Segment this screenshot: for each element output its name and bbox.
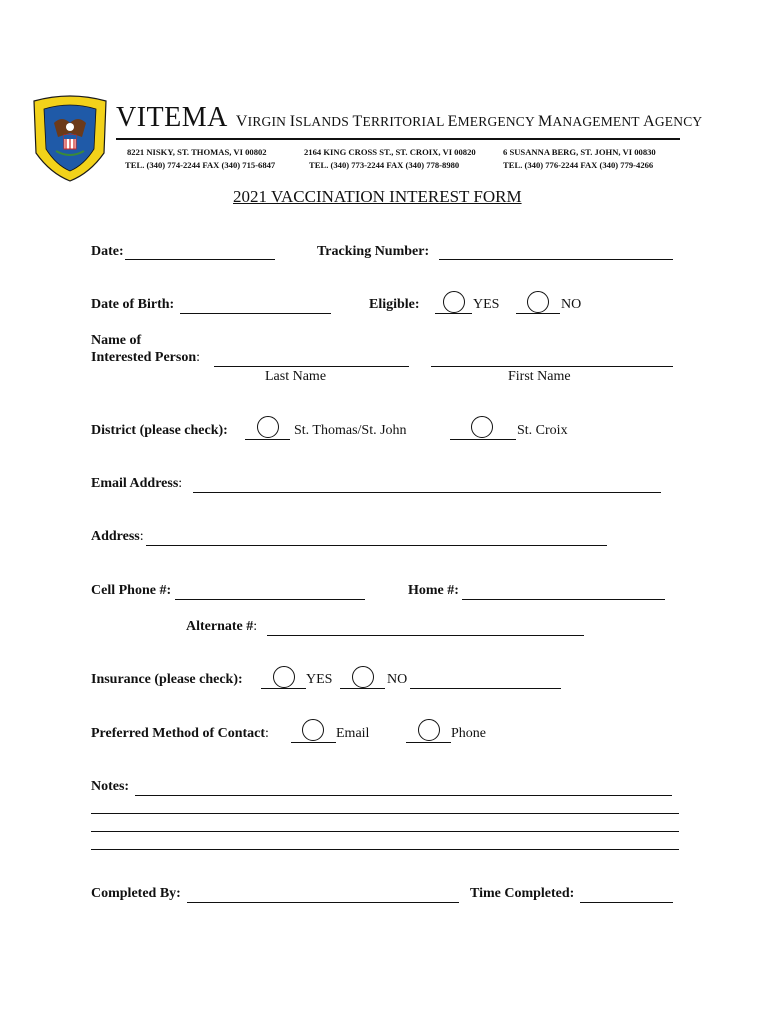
district-stx-radio[interactable] [471,416,493,438]
eligible-no-line [516,313,560,314]
alternate-phone-label: Alternate #: [186,619,258,634]
name-label-line2: Interested Person: [91,350,200,365]
form-title: 2021 VACCINATION INTEREST FORM [233,187,522,206]
first-name-caption: First Name [508,369,571,384]
eligible-yes-label: YES [473,297,500,312]
contact-method-label: Preferred Method of Contact: [91,726,269,741]
date-field[interactable] [125,259,275,260]
vitema-seal-logo [30,93,110,183]
insurance-label: Insurance (please check): [91,672,243,687]
agency-name: VIRGIN ISLANDS TERRITORIAL EMERGENCY MANAGEMENT AGENCY [235,113,703,130]
home-phone-field[interactable] [462,599,665,600]
contact-phone-line [406,742,451,743]
completed-by-field[interactable] [187,902,459,903]
completed-by-label: Completed By: [91,886,181,901]
dob-field[interactable] [180,313,331,314]
notes-line-3[interactable] [91,831,679,832]
contact-phone-radio[interactable] [418,719,440,741]
time-completed-label: Time Completed: [470,886,575,901]
district-stx-label: St. Croix [517,423,568,438]
first-name-field[interactable] [431,366,673,367]
dob-label: Date of Birth: [91,297,175,312]
district-stt-label: St. Thomas/St. John [294,423,407,438]
eligible-no-radio[interactable] [527,291,549,313]
last-name-caption: Last Name [265,369,327,384]
district-stt-radio[interactable] [257,416,279,438]
contact-email-line [291,742,336,743]
notes-label: Notes: [91,779,130,794]
last-name-field[interactable] [214,366,409,367]
cell-phone-field[interactable] [175,599,365,600]
eligible-no-label: NO [561,297,582,312]
insurance-yes-line [261,688,306,689]
eligible-label: Eligible: [369,297,420,312]
header-rule [116,138,680,140]
insurance-yes-radio[interactable] [273,666,295,688]
eligible-yes-radio[interactable] [443,291,465,313]
brand-title: VITEMA [116,102,228,133]
home-phone-label: Home #: [408,583,459,598]
district-label: District (please check): [91,423,228,438]
insurance-details-field[interactable] [410,688,561,689]
contact-phone-label: Phone [451,726,486,741]
contact-email-label: Email [336,726,370,741]
date-label: Date: [91,244,124,259]
district-stt-line [245,439,290,440]
name-label-line1: Name of [91,333,142,348]
time-completed-field[interactable] [580,902,673,903]
district-stx-line [450,439,516,440]
office-st-john: 6 SUSANNA BERG, ST. JOHN, VI 00830 TEL. (340) 776-2244 FAX (340) 779-4266 [503,147,656,170]
email-label: Email Address: [91,476,183,491]
insurance-no-label: NO [387,672,408,687]
notes-line-2[interactable] [91,813,679,814]
office-st-thomas: 8221 NISKY, ST. THOMAS, VI 00802 TEL. (340) 774-2244 FAX (340) 715-6847 [125,147,276,170]
insurance-yes-label: YES [306,672,333,687]
notes-line-4[interactable] [91,849,679,850]
eligible-yes-line [435,313,472,314]
insurance-no-radio[interactable] [352,666,374,688]
contact-email-radio[interactable] [302,719,324,741]
office-st-croix: 2164 KING CROSS ST., ST. CROIX, VI 00820 TEL. (340) 773-2244 FAX (340) 778-8980 [304,147,476,170]
insurance-no-line [340,688,385,689]
tracking-number-field[interactable] [439,259,673,260]
cell-phone-label: Cell Phone #: [91,583,172,598]
tracking-number-label: Tracking Number: [317,244,430,259]
alternate-phone-field[interactable] [267,635,584,636]
email-field[interactable] [193,492,661,493]
address-field[interactable] [146,545,607,546]
address-label: Address: [91,529,144,544]
notes-line-1[interactable] [135,795,672,796]
